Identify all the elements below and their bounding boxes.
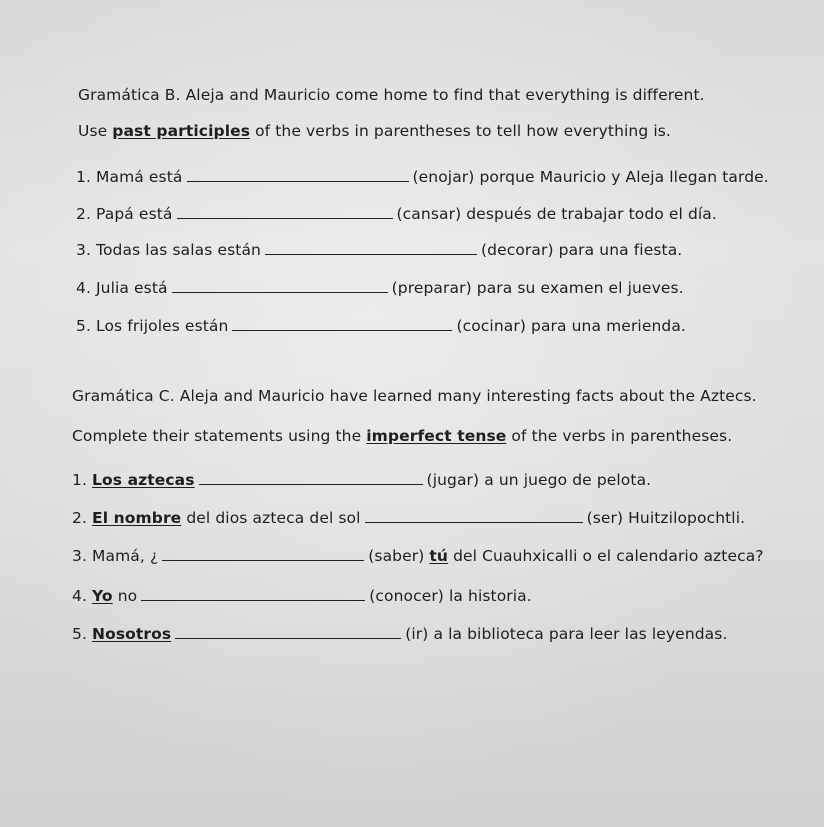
c-item-2-mid: del dios azteca del sol (181, 509, 361, 527)
instr-underlined: past participles (112, 122, 251, 140)
c-item-5-subject: Nosotros (92, 625, 172, 643)
b-item-1-prompt: 1. Mamá está (76, 168, 183, 186)
c-item-4-verb: (conocer) la historia. (369, 587, 532, 605)
b-item-4-verb: (preparar) para su examen el jueves. (391, 279, 684, 297)
instr-pre: Complete their statements using the (72, 427, 367, 445)
c-item-3-number: 3. Mamá, ¿ (72, 547, 159, 565)
c-item-5-number: 5. (72, 625, 93, 643)
b-item-3-blank[interactable] (265, 240, 477, 255)
instr-post: of the verbs in parentheses. (506, 427, 733, 445)
c-item-4 (72, 586, 532, 605)
b-item-5-blank[interactable] (232, 316, 452, 331)
b-item-3 (76, 240, 682, 259)
c-item-4-mid: no (112, 587, 138, 605)
b-item-4 (76, 278, 684, 297)
c-item-5-blank[interactable] (175, 624, 401, 639)
c-item-4-subject: Yo (92, 587, 113, 605)
instr-pre: Use (78, 122, 113, 140)
b-item-5 (76, 316, 686, 335)
c-item-5 (72, 624, 727, 643)
c-item-3-tu: tú (429, 547, 449, 565)
c-item-2-blank[interactable] (365, 508, 583, 523)
b-item-2-verb: (cansar) después de trabajar todo el día. (396, 205, 717, 223)
b-item-4-prompt: 4. Julia está (76, 279, 168, 297)
b-item-2-blank[interactable] (177, 204, 393, 219)
c-item-3-end: del Cuauhxicalli o el calendario azteca? (448, 547, 764, 565)
c-item-2-subject: El nombre (92, 509, 182, 527)
instr-underlined: imperfect tense (366, 427, 507, 445)
b-item-5-verb: (cocinar) para una merienda. (456, 317, 686, 335)
b-item-2 (76, 204, 717, 223)
section-c-instructions (72, 427, 732, 445)
section-c-title: Gramática C. Aleja and Mauricio have learned many interesting facts about the Aztecs. (72, 387, 757, 405)
c-item-3 (72, 546, 764, 565)
b-item-4-blank[interactable] (172, 278, 388, 293)
b-item-3-prompt: 3. Todas las salas están (76, 241, 261, 259)
b-item-5-prompt: 5. Los frijoles están (76, 317, 229, 335)
c-item-1-verb: (jugar) a un juego de pelota. (426, 471, 652, 489)
c-item-4-number: 4. (72, 587, 93, 605)
b-item-1-verb: (enojar) porque Mauricio y Aleja llegan tarde. (412, 168, 769, 186)
c-item-4-blank[interactable] (141, 586, 365, 601)
b-item-3-verb: (decorar) para una fiesta. (480, 241, 683, 259)
instr-post: of the verbs in parentheses to tell how everything is. (250, 122, 671, 140)
c-item-5-verb: (ir) a la biblioteca para leer las leyendas. (405, 625, 728, 643)
b-item-2-prompt: 2. Papá está (76, 205, 173, 223)
c-item-1-blank[interactable] (199, 470, 423, 485)
c-item-2 (72, 508, 745, 527)
section-b-title: Gramática B. Aleja and Mauricio come home to find that everything is different. (78, 86, 705, 104)
b-item-1 (76, 167, 769, 186)
c-item-1-subject: Los aztecas (92, 471, 195, 489)
c-item-1 (72, 470, 651, 489)
section-b-instructions (78, 122, 671, 140)
c-item-3-verb: (saber) (368, 547, 430, 565)
c-item-1-number: 1. (72, 471, 93, 489)
b-item-1-blank[interactable] (187, 167, 409, 182)
c-item-2-verb: (ser) Huitzilopochtli. (586, 509, 746, 527)
c-item-2-number: 2. (72, 509, 93, 527)
c-item-3-blank[interactable] (162, 546, 364, 561)
